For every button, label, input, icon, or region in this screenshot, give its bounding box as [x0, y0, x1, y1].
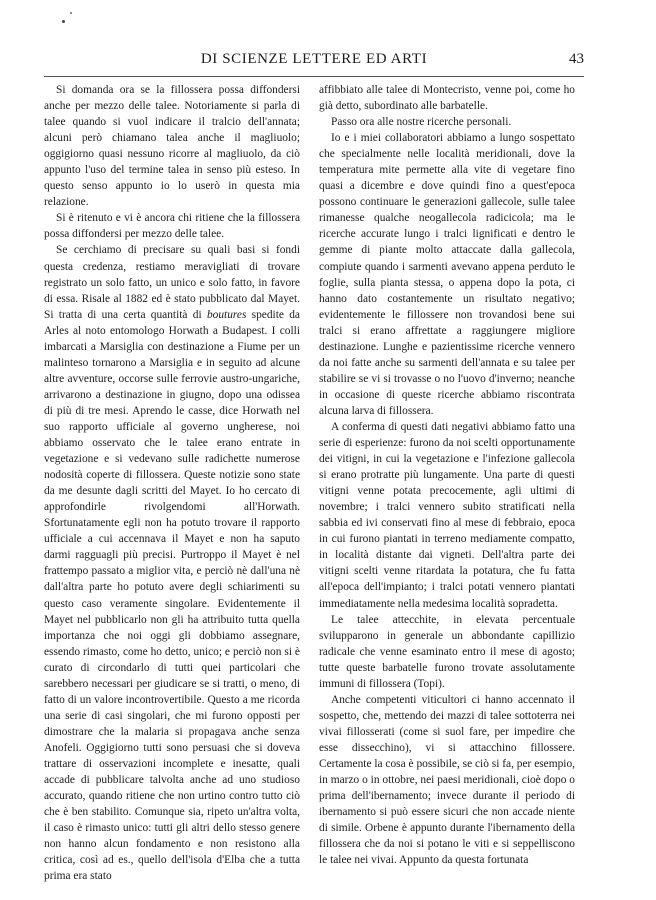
running-title: DI SCIENZE LETTERE ED ARTI — [200, 51, 428, 67]
speck-mark — [62, 20, 65, 23]
speck-mark — [70, 12, 72, 14]
paragraph: Si domanda ora se la fillossera possa diffondersi anche per mezzo delle talee. Notoriamente si parla di talee quando si vuol indicare il tralcio dell'annata; alcuni però chiamano talea anche il magliuolo; oggigiorno quasi nessuno ricorre al magliuolo, da ciò appunto l'uso del termine talea in senso più esteso. In questo senso appunto io lo userò in questa mia relazione. — [44, 84, 300, 209]
paragraph: Le talee attecchite, in elevata percentuale svilupparono in generale un abbondante capillizio radicale che venne esaminato entro il mese di agosto; tutte queste barbatelle furono trovate assolutamente immuni di fillossera (Topi). — [319, 613, 575, 690]
right-column — [319, 82, 575, 868]
paragraph: affibbiato alle talee di Montecristo, venne poi, come ho già detto, subordinato alle barbatelle. — [319, 84, 575, 113]
header-rule — [44, 76, 584, 77]
left-column — [44, 82, 300, 884]
paragraph: Si è ritenuto e vi è ancora chi ritiene che la fillossera possa diffondersi per mezzo delle talee. — [44, 212, 300, 241]
italic-term: boutures — [206, 308, 247, 321]
running-header — [44, 51, 584, 71]
paragraph: Passo ora alle nostre ricerche personali. — [331, 116, 512, 129]
paragraph-with-italic: Se cerchiamo di precisare su quali basi si fondi questa credenza, restiamo meravigliati di trovare registrato un solo fatto, un unico e solo fatto, in favore di essa. Risale al 1882 ed è stato pubblicato dal Mayet. Si tratta di una certa quantità di boutures spedite da Arles al noto entomologo Horwath a Budapest. I colli imbarcati a Marsiglia con destinazione a Fiume per un malinteso tornarono a Marsiglia e in seguito ad alcune altre avventure, occorse sulle ferrovie austro-ungariche, arrivarono a destinazione in giugno, dopo una odissea di più di tre mesi. Aprendo le casse, dice Horwath nel suo rapporto ufficiale al governo ungherese, noi abbiamo osservato che le talee erano entrate in vegetazione e si vedevano sulle radichette numerose nodosità coperte di fillossera. Queste notizie sono state da me desunte dagli scritti del Mayet. Io ho cercato di approfondirle rivolgendomi all'Horwath. Sfortunatamente egli non ha potuto trovare il rapporto ufficiale a cui accennava il Mayet e non ha saputo darmi ragguagli più precisi. Purtroppo il Mayet è nel frattempo passato a miglior vita, e perciò nè dall'una nè dall'altra parte ho potuto avere degli schiarimenti su questo caso veramente singolare. Evidentemente il Mayet nel pubblicarlo non gli ha attribuito tutta quella importanza che noi oggi gli dobbiamo assegnare, essendo rimasto, come ho detto, unico; e perciò non si è curato di circondarlo di tutti quei particolari che sarebbero necessari per giudicare se si tratti, o meno, di fatto di un valore incontrovertibile. Questo a me ricorda una serie di casi singolari, che mi furono opposti per dimostrare che la malaria si propagava anche senza Anofeli. Oggigiorno tutti sono persuasi che si doveva trattare di osservazioni incomplete e inesatte, quali accade di pubblicare talvolta anche ad uno studioso accurato, quando ritiene che non urtino contro tutto ciò che è ben stabilito. Comunque sia, ripeto un'altra volta, il caso è rimasto unico: tutti gli altri dello stesso genere non hanno alcun fondamento e non resistono alla critica, così ad es., quello dell'isola d'Elba che a tutta prima era stato — [44, 244, 300, 883]
paragraph: Anche competenti viticultori ci hanno accennato il sospetto, che, mettendo dei mazzi di talee sottoterra nei vivai fillosserati (come si suol fare, per impedire che esse dissecchino), vi si attacchino fillossere. Certamente la cosa è possibile, se ciò si fa, per esempio, in marzo o in ottobre, nei paesi meridionali, cioè dopo o prima dell'ibernamento; invece durante il periodo di ibernamento si può essere sicuri che non accade niente di simile. Orbene è appunto durante l'ibernamento della fillossera che da noi si potano le viti e si seppelliscono le talee nei vivai. Appunto da questa fortunata — [319, 693, 575, 867]
page-number: 43 — [569, 51, 584, 67]
paragraph: A conferma di questi dati negativi abbiamo fatto una serie di esperienze: furono da noi scelti opportunamente dei vitigni, in cui la vegetazione e l'infezione gallecola si erano protratte più lungamente. Una parte di questi vitigni venne potata precocemente, agli ultimi di novembre; i tralci vennero subito stratificati nella sabbia ed ivi conservati fino al mese di febbraio, epoca in cui furono piantati in terreno mediamente compatto, in località distante dai vigneti. Dell'altra parte dei vitigni scelti venne ritardata la potatura, che fu fatta all'epoca dell'impianto; i tralci potati vennero piantati immediatamente nella medesima località sopradetta. — [319, 420, 575, 610]
paragraph: Io e i miei collaboratori abbiamo a lungo sospettato che specialmente nelle località meridionali, dove la temperatura mite permette alla vite di vegetare fino quasi a dicembre e dove quindi fino a quest'epoca possono continuare le generazioni gallecole, sulle talee rimanesse qualche neogallecola radicicola; ma le ricerche accurate lungo i tralci lignificati e dentro le gemme di piante molto attaccate dalla gallecola, compiute quando i sarmenti avevano appena perduto le foglie, sulla pianta stessa, o appena dopo la pota, ci hanno dato costantemente un risultato negativo; evidentemente le fillossere non trovandosi bene sui tralci si erano affrettate a raggiungere migliore destinazione. Lunghe e pazientissime ricerche vennero da noi fatte anche su sarmenti dell'annata e su talee per stabilire se vi si trovasse o no l'uovo d'inverno; neanche in occasione di queste ricerche abbiamo riscontrata alcuna larva di fillossera. — [319, 132, 575, 417]
